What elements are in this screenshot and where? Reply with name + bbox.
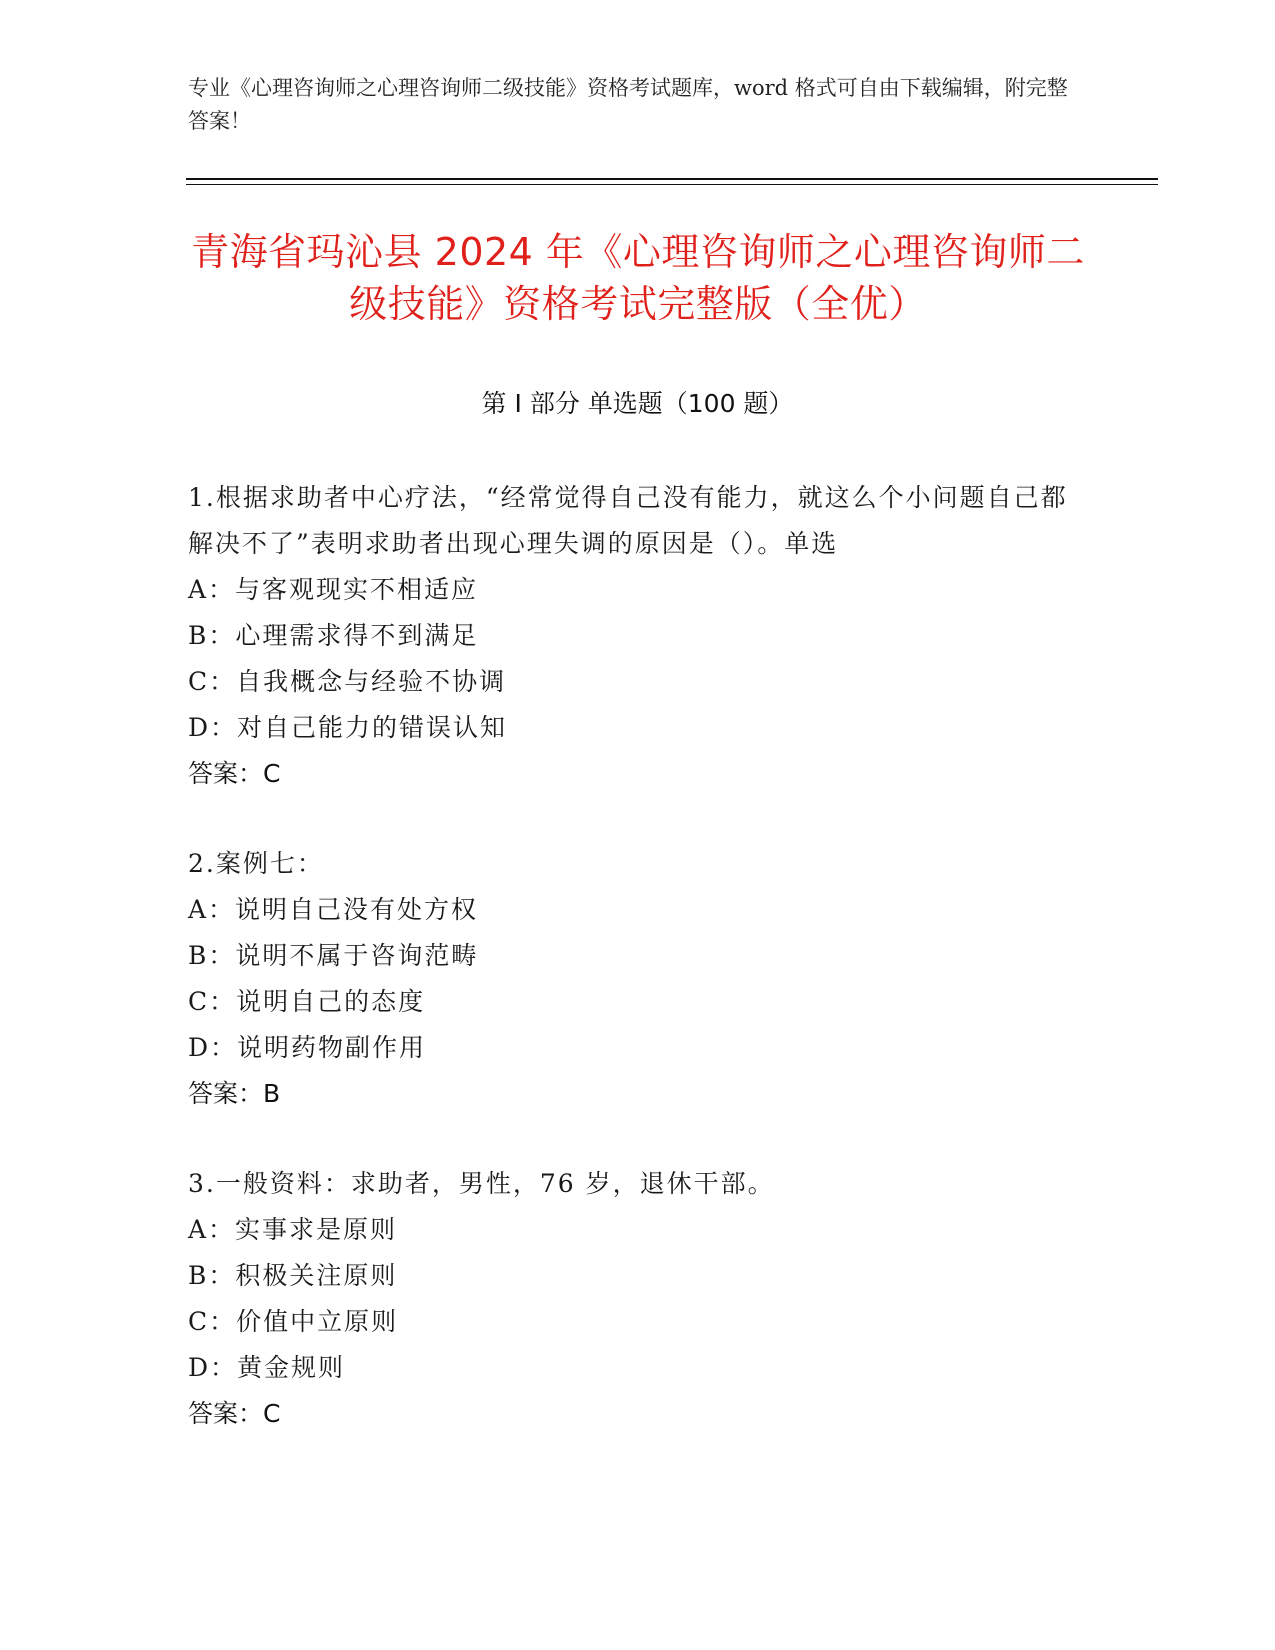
answer: 答案：C <box>188 759 281 788</box>
header-rule-thick <box>186 178 1158 180</box>
option-a: A：实事求是原则 <box>188 1215 398 1244</box>
option-d: D：对自己能力的错误认知 <box>188 713 508 742</box>
option-c: C：价值中立原则 <box>188 1307 399 1336</box>
question-3 <box>188 1161 1088 1437</box>
header-rule-thin <box>186 184 1158 185</box>
option-b: B：说明不属于咨询范畴 <box>188 941 479 970</box>
option-b: B：心理需求得不到满足 <box>188 621 479 650</box>
answer: 答案：B <box>188 1079 281 1108</box>
option-b: B：积极关注原则 <box>188 1261 398 1290</box>
option-d: D：黄金规则 <box>188 1353 346 1382</box>
question-1 <box>188 475 1088 797</box>
question-stem: 2.案例七： <box>188 849 324 878</box>
answer: 答案：C <box>188 1399 281 1428</box>
option-a: A：说明自己没有处方权 <box>188 895 479 924</box>
option-c: C：自我概念与经验不协调 <box>188 667 507 696</box>
question-stem: 1.根据求助者中心疗法，“经常觉得自己没有能力，就这么个小问题自己都解决不了”表明求助者出现心理失调的原因是（）。单选 <box>188 483 1068 558</box>
document-title: 青海省玛沁县 2024 年《心理咨询师之心理咨询师二级技能》资格考试完整版（全优） <box>191 230 1085 326</box>
section-heading: 第 I 部分 单选题（100 题） <box>481 389 794 418</box>
question-stem: 3.一般资料：求助者，男性，76 岁，退休干部。 <box>188 1169 775 1198</box>
header-note: 专业《心理咨询师之心理咨询师二级技能》资格考试题库，word 格式可自由下载编辑，附完整答案！ <box>188 76 1068 133</box>
question-2 <box>188 841 1088 1117</box>
option-c: C：说明自己的态度 <box>188 987 426 1016</box>
option-d: D：说明药物副作用 <box>188 1033 427 1062</box>
question-list <box>188 475 1088 1481</box>
option-a: A：与客观现实不相适应 <box>188 575 479 604</box>
